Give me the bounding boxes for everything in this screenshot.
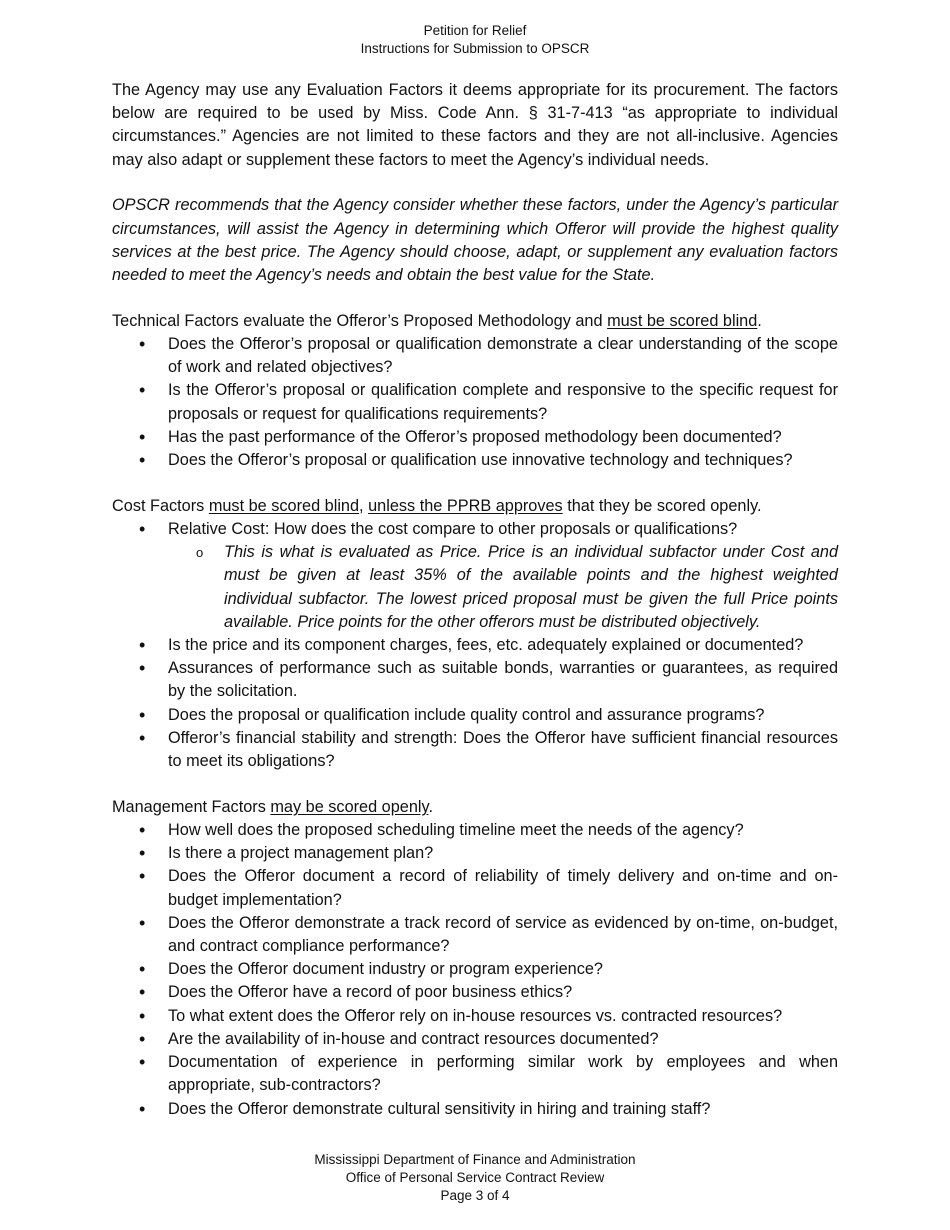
page-footer bbox=[0, 1151, 950, 1205]
technical-factors-list bbox=[112, 333, 838, 472]
scored-blind-note: must be scored blind bbox=[208, 496, 360, 515]
list-item: • Does the Offeror’s proposal or qualification demonstrate a clear understanding of the scope of work and related objectives? bbox=[112, 333, 838, 379]
list-item: • Is there a project management plan? bbox=[112, 842, 838, 865]
scored-openly-note: may be scored openly bbox=[270, 797, 429, 816]
list-item: • Offeror’s financial stability and strength: Does the Offeror have sufficient financial resources to meet its obligations? bbox=[112, 727, 838, 773]
page-number: Page 3 of 4 bbox=[440, 1188, 510, 1203]
price-subitem: o This is what is evaluated as Price. Price is an individual subfactor under Cost and must be given at least 35% of the available points and the highest weighted individual subfactor. The lowest priced proposal must be given the full Price points available. Price points for the other offerors must be distributed objectively. bbox=[112, 541, 838, 634]
recommendation-paragraph: OPSCR recommends that the Agency consider whether these factors, under the Agency’s particular circumstances, will assist the Agency in determining which Offeror will provide the highest quality services at the best price. The Agency should choose, adapt, or supplement any evaluation factors needed to meet the Agency’s needs and obtain the best value for the State. bbox=[112, 196, 838, 285]
management-factors-heading: Management Factors may be scored openly. bbox=[112, 797, 433, 816]
list-item: • Is the Offeror’s proposal or qualification complete and responsive to the specific request for proposals or request for qualifications requirements? bbox=[112, 379, 838, 425]
list-item: • Does the Offeror have a record of poor business ethics? bbox=[112, 981, 838, 1004]
list-item: • Does the Offeror document a record of reliability of timely delivery and on-time and on-budget implementation? bbox=[112, 865, 838, 911]
list-item: • Has the past performance of the Offeror’s proposed methodology been documented? bbox=[112, 426, 838, 449]
header-subtitle: Instructions for Submission to OPSCR bbox=[360, 41, 590, 56]
list-item: • Documentation of experience in performing similar work by employees and when appropriate, sub-contractors? bbox=[112, 1051, 838, 1097]
list-item: • Does the Offeror demonstrate cultural sensitivity in hiring and training staff? bbox=[112, 1098, 838, 1121]
list-item: • Is the price and its component charges, fees, etc. adequately explained or documented? bbox=[112, 634, 838, 657]
list-item: • Are the availability of in-house and contract resources documented? bbox=[112, 1028, 838, 1051]
technical-factors-heading: Technical Factors evaluate the Offeror’s Proposed Methodology and must be scored blind. bbox=[112, 311, 762, 330]
list-item: • Assurances of performance such as suitable bonds, warranties or guarantees, as required by the solicitation. bbox=[112, 657, 838, 703]
intro-paragraph: The Agency may use any Evaluation Factors it deems appropriate for its procurement. The factors below are required to be used by Miss. Code Ann. § 31-7-413 “as appropriate to individual circumstances.” Agencies are not limited to these factors and they are not all-inclusive. Agencies may also adapt or supplement these factors to meet the Agency’s individual needs. bbox=[112, 81, 838, 169]
list-item: • To what extent does the Offeror rely on in-house resources vs. contracted resources? bbox=[112, 1005, 838, 1028]
list-item: • Does the Offeror’s proposal or qualification use innovative technology and techniques? bbox=[112, 449, 838, 472]
header-title: Petition for Relief bbox=[423, 23, 527, 38]
scored-blind-note: must be scored blind bbox=[607, 311, 758, 330]
list-item: • Does the Offeror demonstrate a track record of service as evidenced by on-time, on-budget, and contract compliance performance? bbox=[112, 912, 838, 958]
pprb-approval-note: unless the PPRB approves bbox=[368, 496, 563, 515]
cost-factors-list bbox=[112, 518, 838, 773]
page-header bbox=[0, 22, 950, 58]
footer-department: Mississippi Department of Finance and Administration bbox=[314, 1152, 636, 1167]
list-item: • Does the proposal or qualification include quality control and assurance programs? bbox=[112, 704, 838, 727]
list-item: • Does the Offeror document industry or program experience? bbox=[112, 958, 838, 981]
document-body bbox=[112, 79, 838, 1121]
list-item: • Relative Cost: How does the cost compare to other proposals or qualifications? bbox=[112, 518, 838, 541]
list-item: • How well does the proposed scheduling timeline meet the needs of the agency? bbox=[112, 819, 838, 842]
management-factors-list bbox=[112, 819, 838, 1121]
cost-factors-heading: Cost Factors must be scored blind, unless the PPRB approves that they be scored openly. bbox=[112, 496, 762, 515]
footer-office: Office of Personal Service Contract Review bbox=[345, 1170, 605, 1185]
